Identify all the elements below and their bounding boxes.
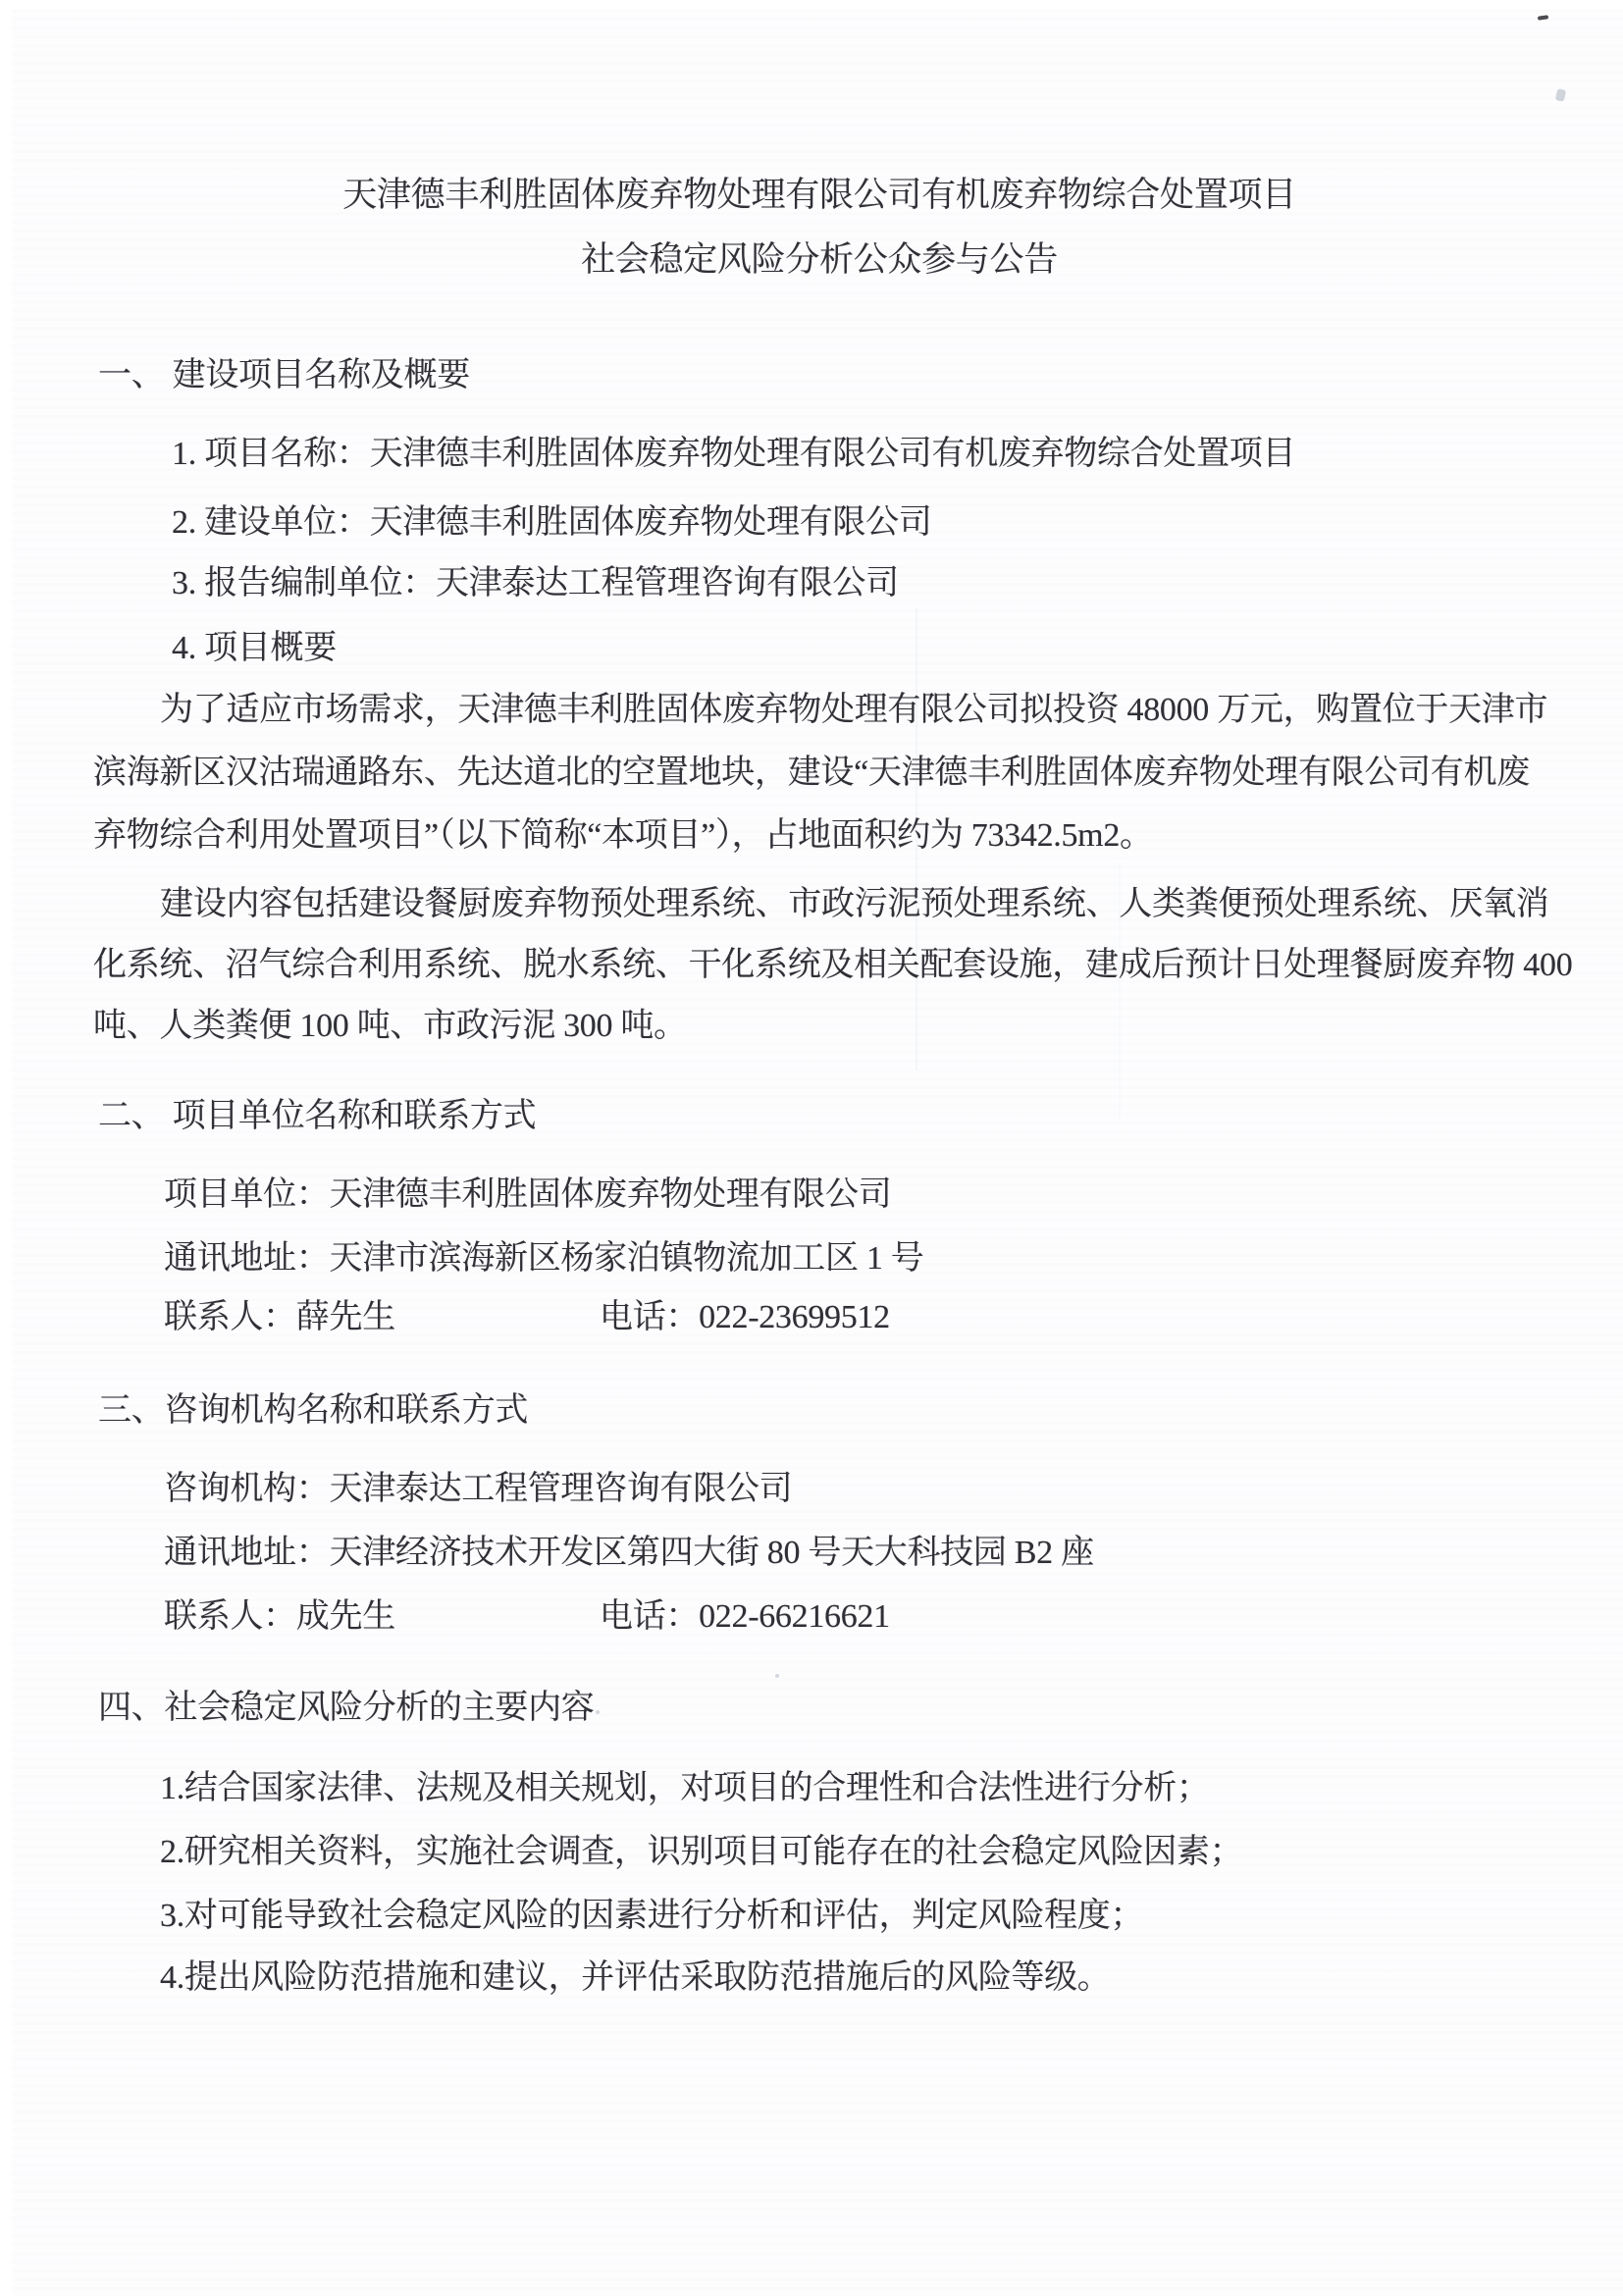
section-3-address: 通讯地址：天津经济技术开发区第四大街 80 号天大科技园 B2 座 xyxy=(164,1535,1094,1571)
section-2-unit: 项目单位：天津德丰利胜固体废弃物处理有限公司 xyxy=(164,1176,892,1213)
section-4-item-3: 3.对可能导致社会稳定风险的因素进行分析和评估，判定风险程度； xyxy=(160,1898,1144,1934)
paragraph-line: 化系统、沼气综合利用系统、脱水系统、干化系统及相关配套设施，建成后预计日处理餐厨废弃物 400 xyxy=(93,947,1573,983)
section-1-item-3: 3. 报告编制单位：天津泰达工程管理咨询有限公司 xyxy=(172,565,899,601)
section-1-paragraph-2 xyxy=(93,874,1573,1057)
paragraph-line: 为了适应市场需求，天津德丰利胜固体废弃物处理有限公司拟投资 48000 万元，购置位于天津市 xyxy=(160,692,1548,728)
section-1-heading: 一、 建设项目名称及概要 xyxy=(98,357,470,393)
section-4-item-2: 2.研究相关资料，实施社会调查，识别项目可能存在的社会稳定风险因素； xyxy=(160,1834,1243,1870)
section-2-address: 通讯地址：天津市滨海新区杨家泊镇物流加工区 1 号 xyxy=(164,1240,924,1277)
paragraph-line: 建设内容包括建设餐厨废弃物预处理系统、市政污泥预处理系统、人类粪便预处理系统、厌氧消 xyxy=(160,886,1549,922)
scan-edge-left xyxy=(0,0,12,2296)
section-3-contact-phone: 电话：022-66216621 xyxy=(600,1598,890,1635)
section-3-contact-person: 联系人：成先生 xyxy=(164,1598,395,1635)
section-3-agency: 咨询机构：天津泰达工程管理咨询有限公司 xyxy=(164,1471,793,1507)
scan-speck-dash xyxy=(1538,15,1548,20)
paragraph-line: 吨、人类粪便 100 吨、市政污泥 300 吨。 xyxy=(93,1008,687,1044)
section-1-item-4: 4. 项目概要 xyxy=(172,630,337,666)
section-2-contact-phone: 电话：022-23699512 xyxy=(600,1299,890,1335)
paragraph-line: 弃物综合利用处置项目”（以下简称“本项目”），占地面积约为 73342.5m2。 xyxy=(93,817,1153,854)
scan-edge-top xyxy=(0,0,1623,10)
section-4-item-4: 4.提出风险防范措施和建议，并评估采取防范措施后的风险等级。 xyxy=(160,1959,1111,1996)
section-3-contact-row xyxy=(164,1595,890,1639)
section-3-heading: 三、咨询机构名称和联系方式 xyxy=(98,1392,529,1429)
section-1-item-2: 2. 建设单位：天津德丰利胜固体废弃物处理有限公司 xyxy=(172,504,932,541)
section-1-item-1: 1. 项目名称：天津德丰利胜固体废弃物处理有限公司有机废弃物综合处置项目 xyxy=(172,436,1296,472)
section-2-contact-person: 联系人：薛先生 xyxy=(164,1299,395,1335)
scan-speck-dot-1 xyxy=(775,1674,779,1678)
section-4-item-1: 1.结合国家法律、法规及相关规划，对项目的合理性和合法性进行分析； xyxy=(160,1770,1210,1806)
scan-speck-dot-2 xyxy=(596,1710,600,1714)
section-2-heading: 二、 项目单位名称和联系方式 xyxy=(98,1098,537,1134)
doc-title-line-2: 社会稳定风险分析公众参与公告 xyxy=(581,240,1058,279)
section-2-contact-row xyxy=(164,1296,890,1339)
section-1-paragraph-1 xyxy=(93,679,1550,867)
scan-speck-blob xyxy=(1555,88,1567,102)
doc-title-line-1: 天津德丰利胜固体废弃物处理有限公司有机废弃物综合处置项目 xyxy=(342,176,1296,214)
section-4-heading: 四、社会稳定风险分析的主要内容 xyxy=(98,1690,595,1726)
paragraph-line: 滨海新区汉沽瑞通路东、先达道北的空置地块，建设“天津德丰利胜固体废弃物处理有限公司有机废 xyxy=(93,755,1530,791)
